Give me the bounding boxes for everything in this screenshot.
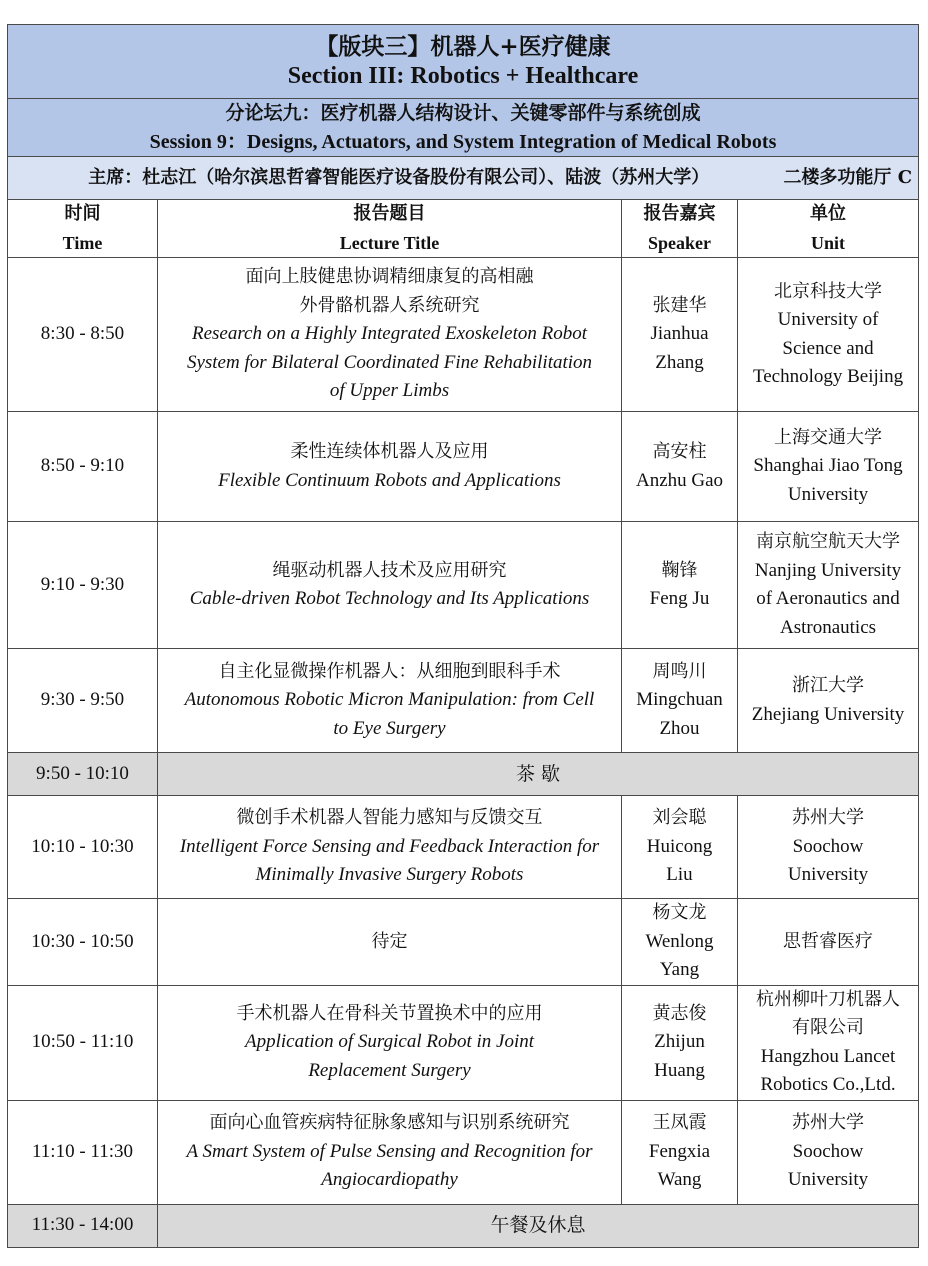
unit-en-line: Astronautics — [779, 616, 877, 638]
unit-en-line: Hangzhou Lancet — [760, 1045, 896, 1067]
header-time-cn: 时间 — [64, 203, 101, 224]
speaker-cn: 王凤霞 — [652, 1112, 707, 1134]
speaker-en-line: Zhijun — [654, 1031, 705, 1053]
speaker-cn: 杨文龙 — [652, 902, 707, 923]
unit-en-line: Technology Beijing — [752, 366, 904, 387]
speaker-cell — [622, 522, 738, 649]
lunch-break-label: 午餐及休息 — [158, 1204, 919, 1247]
header-unit-cn: 单位 — [810, 203, 847, 224]
header-speaker-en: Speaker — [648, 232, 711, 253]
unit-cn-line: 有限公司 — [792, 1017, 865, 1038]
title-cell — [158, 649, 622, 753]
time-cell: 9:10 - 9:30 — [8, 522, 158, 649]
speaker-en-line: Feng Ju — [649, 588, 710, 609]
unit-en-line: Science and — [782, 337, 874, 359]
title-en-line: Cable-driven Robot Technology and Its Applications — [189, 588, 590, 609]
session-title-cn: 分论坛九：医疗机器人结构设计、关键零部件与系统创成 — [225, 102, 701, 124]
speaker-cn: 鞠锋 — [661, 559, 698, 581]
session-header-row — [8, 99, 919, 157]
unit-en-line: University — [787, 483, 869, 505]
speaker-en-line: Zhang — [655, 351, 704, 373]
unit-cell — [738, 985, 919, 1100]
title-cell — [158, 522, 622, 649]
title-en-line: Flexible Continuum Robots and Applications — [218, 469, 561, 491]
schedule-table — [7, 24, 919, 1248]
title-en-line: Research on a Highly Integrated Exoskeleton Robot — [191, 323, 588, 345]
tea-break-label: 茶 歇 — [158, 753, 919, 796]
speaker-en-line: Huang — [654, 1059, 705, 1081]
unit-cell — [738, 649, 919, 753]
title-cn-line: 待定 — [371, 930, 408, 952]
title-en-line: System for Bilateral Coordinated Fine Rehabilitation — [186, 351, 593, 373]
speaker-en-line: Yang — [659, 959, 700, 980]
speaker-en-line: Wang — [657, 1169, 702, 1191]
title-en-line: Autonomous Robotic Micron Manipulation: from Cell — [184, 689, 595, 711]
unit-en-line: University — [787, 1169, 869, 1191]
unit-cell — [738, 899, 919, 986]
title-cn-line: 自主化显微操作机器人：从细胞到眼科手术 — [218, 660, 561, 682]
speaker-cn: 黄志俊 — [652, 1002, 707, 1024]
unit-cn-line: 南京航空航天大学 — [756, 531, 901, 552]
title-en-line: Replacement Surgery — [308, 1059, 471, 1081]
speaker-cn: 刘会聪 — [652, 807, 707, 829]
speaker-cn: 周鸣川 — [652, 660, 707, 682]
unit-en-line: Zhejiang University — [751, 703, 905, 725]
header-unit-en: Unit — [811, 232, 846, 253]
speaker-cn: 高安柱 — [652, 441, 707, 462]
title-en-line: Angiocardiopathy — [321, 1169, 458, 1191]
lecture-row — [8, 412, 919, 522]
title-cell — [158, 1100, 622, 1204]
column-header-row — [8, 200, 919, 258]
lecture-row — [8, 985, 919, 1100]
title-en-line: of Upper Limbs — [329, 380, 450, 402]
unit-cell — [738, 522, 919, 649]
time-cell: 9:30 - 9:50 — [8, 649, 158, 753]
session-title-en: Session 9：Designs, Actuators, and System Integration of Medical Robots — [149, 130, 777, 153]
unit-en-line: University — [787, 864, 869, 886]
chair-row — [8, 157, 919, 200]
speaker-cell — [622, 258, 738, 412]
lecture-row — [8, 522, 919, 649]
lunch-break-row — [8, 1204, 919, 1247]
lunch-break-time: 11:30 - 14:00 — [8, 1204, 158, 1247]
time-cell: 8:50 - 9:10 — [8, 412, 158, 522]
tea-break-time: 9:50 - 10:10 — [8, 753, 158, 796]
header-speaker-cn: 报告嘉宾 — [643, 203, 716, 224]
title-cn-line: 微创手术机器人智能力感知与反馈交互 — [236, 807, 543, 829]
speaker-cell — [622, 796, 738, 899]
title-en-line: Application of Surgical Robot in Joint — [244, 1031, 535, 1053]
unit-en-line: of Aeronautics and — [756, 588, 900, 609]
unit-cn-line: 思哲睿医疗 — [783, 930, 874, 952]
header-title-cn: 报告题目 — [353, 203, 426, 224]
header-speaker — [622, 200, 738, 258]
speaker-cell — [622, 649, 738, 753]
unit-cn-line: 上海交通大学 — [774, 426, 883, 448]
section-header — [8, 25, 919, 99]
morning-rows — [8, 258, 919, 753]
lecture-row — [8, 258, 919, 412]
unit-cn-line: 北京科技大学 — [774, 280, 883, 302]
speaker-en-line: Liu — [666, 864, 693, 886]
chair-text: 主席：杜志江（哈尔滨思哲睿智能医疗设备股份有限公司）、陆波（苏州大学） — [88, 166, 710, 188]
venue-text: 二楼多功能厅 C — [783, 166, 913, 188]
time-cell: 10:30 - 10:50 — [8, 899, 158, 986]
section-title-en: Section III: Robotics + Healthcare — [287, 62, 639, 89]
speaker-cell — [622, 412, 738, 522]
unit-cell — [738, 258, 919, 412]
time-cell: 10:10 - 10:30 — [8, 796, 158, 899]
unit-cell — [738, 796, 919, 899]
lecture-row — [8, 796, 919, 899]
header-time — [8, 200, 158, 258]
speaker-en-line: Huicong — [646, 835, 713, 857]
speaker-en-line: Anzhu Gao — [635, 469, 724, 491]
speaker-cn: 张建华 — [652, 294, 707, 316]
title-cn-line: 手术机器人在骨科关节置换术中的应用 — [236, 1002, 543, 1024]
header-unit — [738, 200, 919, 258]
speaker-cell — [622, 899, 738, 986]
unit-en-line: Shanghai Jiao Tong — [753, 455, 903, 477]
speaker-en-line: Wenlong — [645, 930, 714, 952]
speaker-cell — [622, 1100, 738, 1204]
title-cn-line: 绳驱动机器人技术及应用研究 — [272, 559, 507, 581]
title-cell — [158, 899, 622, 986]
header-title-en: Lecture Title — [339, 232, 440, 253]
unit-en-line: Soochow — [792, 1140, 864, 1162]
unit-en-line: Soochow — [792, 835, 864, 857]
unit-cn-line: 浙江大学 — [792, 675, 865, 696]
lecture-row — [8, 899, 919, 986]
title-en-line: Intelligent Force Sensing and Feedback Interaction for — [179, 835, 600, 857]
unit-cell — [738, 412, 919, 522]
speaker-en-line: Mingchuan — [636, 689, 723, 711]
unit-cn-line: 苏州大学 — [792, 807, 865, 829]
unit-cn-line: 杭州柳叶刀机器人 — [756, 988, 901, 1010]
speaker-cell — [622, 985, 738, 1100]
section-title-cn: 【版块三】机器人+医疗健康 — [315, 33, 611, 60]
speaker-en-line: Zhou — [659, 717, 700, 739]
unit-cell — [738, 1100, 919, 1204]
session-header — [8, 99, 919, 157]
speaker-en-line: Fengxia — [648, 1140, 711, 1162]
speaker-en-line: Jianhua — [650, 323, 709, 345]
title-en-line: A Smart System of Pulse Sensing and Recognition for — [186, 1140, 593, 1162]
lecture-row — [8, 1100, 919, 1204]
time-cell: 11:10 - 11:30 — [8, 1100, 158, 1204]
title-cell — [158, 258, 622, 412]
header-time-en: Time — [62, 232, 103, 253]
chair-cell — [8, 157, 919, 200]
time-cell: 10:50 - 11:10 — [8, 985, 158, 1100]
title-cn-line: 面向上肢健患协调精细康复的高相融 — [245, 266, 534, 288]
title-cn-line: 面向心血管疾病特征脉象感知与识别系统研究 — [209, 1112, 570, 1134]
lecture-row — [8, 649, 919, 753]
title-en-line: to Eye Surgery — [333, 717, 446, 739]
tea-break-row — [8, 753, 919, 796]
unit-en-line: Nanjing University — [754, 559, 902, 581]
title-cell — [158, 796, 622, 899]
late-morning-rows — [8, 796, 919, 1205]
unit-en-line: University of — [777, 309, 879, 330]
title-cell — [158, 412, 622, 522]
title-cn-line: 柔性连续体机器人及应用 — [290, 441, 489, 462]
title-en-line: Minimally Invasive Surgery Robots — [255, 864, 524, 886]
title-cn-line: 外骨骼机器人系统研究 — [299, 294, 480, 316]
unit-en-line: Robotics Co.,Ltd. — [760, 1074, 896, 1095]
title-cell — [158, 985, 622, 1100]
time-cell: 8:30 - 8:50 — [8, 258, 158, 412]
section-header-row — [8, 25, 919, 99]
header-title — [158, 200, 622, 258]
unit-cn-line: 苏州大学 — [792, 1112, 865, 1134]
